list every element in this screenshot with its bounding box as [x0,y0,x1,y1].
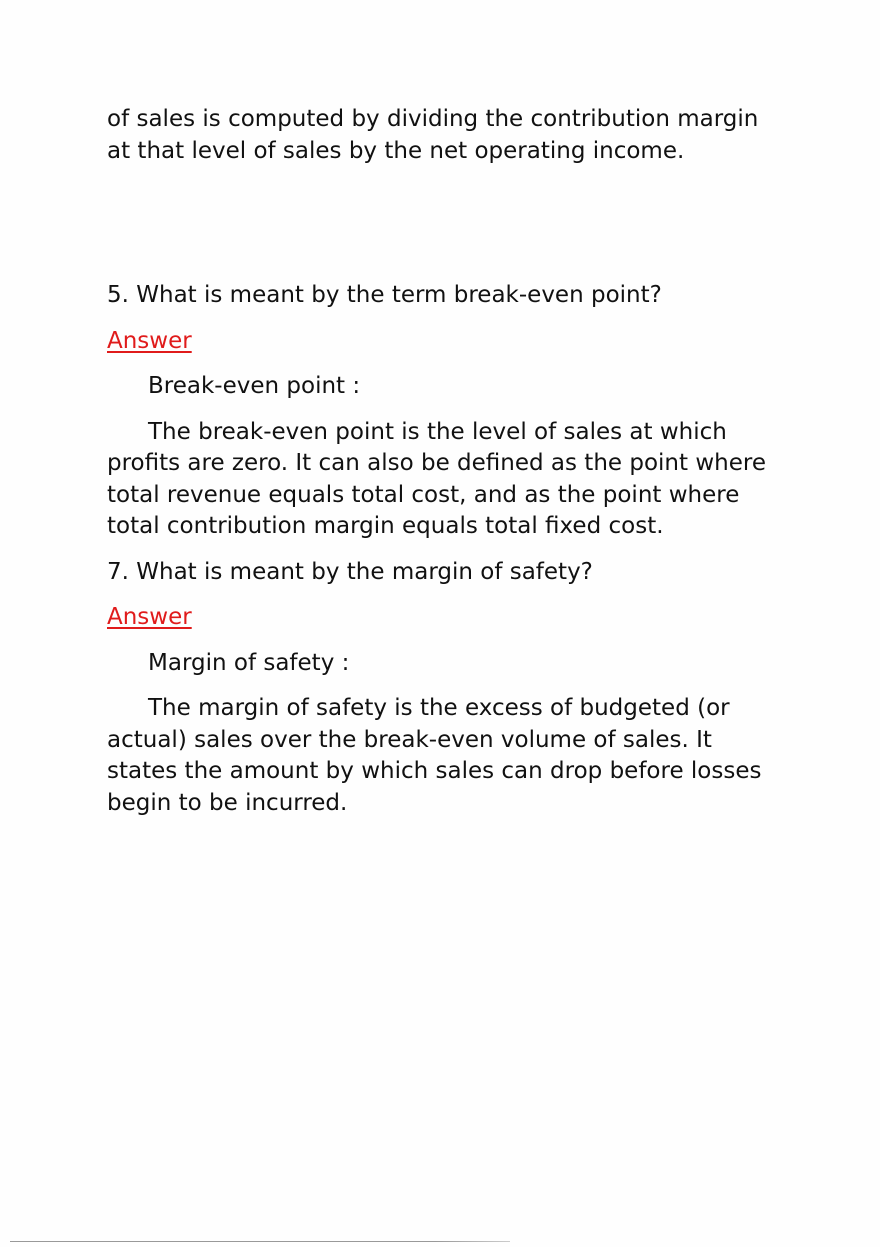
answer-link-label[interactable]: Answer [107,327,192,354]
question-5: 5. What is meant by the term break-even point? [107,282,662,308]
footer-divider [10,1241,510,1242]
answer-link-7[interactable] [107,602,787,634]
answer-link-label[interactable]: Answer [107,604,192,630]
term-margin-of-safety: Margin of safety : [148,649,350,676]
answer-body-7: The margin of safety is the excess of budgeted (or actual) sales over the break-even volume of sales. It states the amount by which sales can drop before losses begin to be incurred. [107,695,762,816]
document-page [107,104,787,819]
answer-link-5[interactable] [107,326,787,358]
answer-body-5: The break-even point is the level of sales at which profits are zero. It can also be defined as the point where total revenue equals total cost, and as the point where total contribution margin equals total fixed cost. [107,418,766,539]
question-7: 7. What is meant by the margin of safety? [107,558,593,585]
term-break-even: Break-even point : [148,373,361,399]
intro-paragraph: of sales is computed by dividing the contribution margin at that level of sales by the net operating income. [107,106,759,164]
